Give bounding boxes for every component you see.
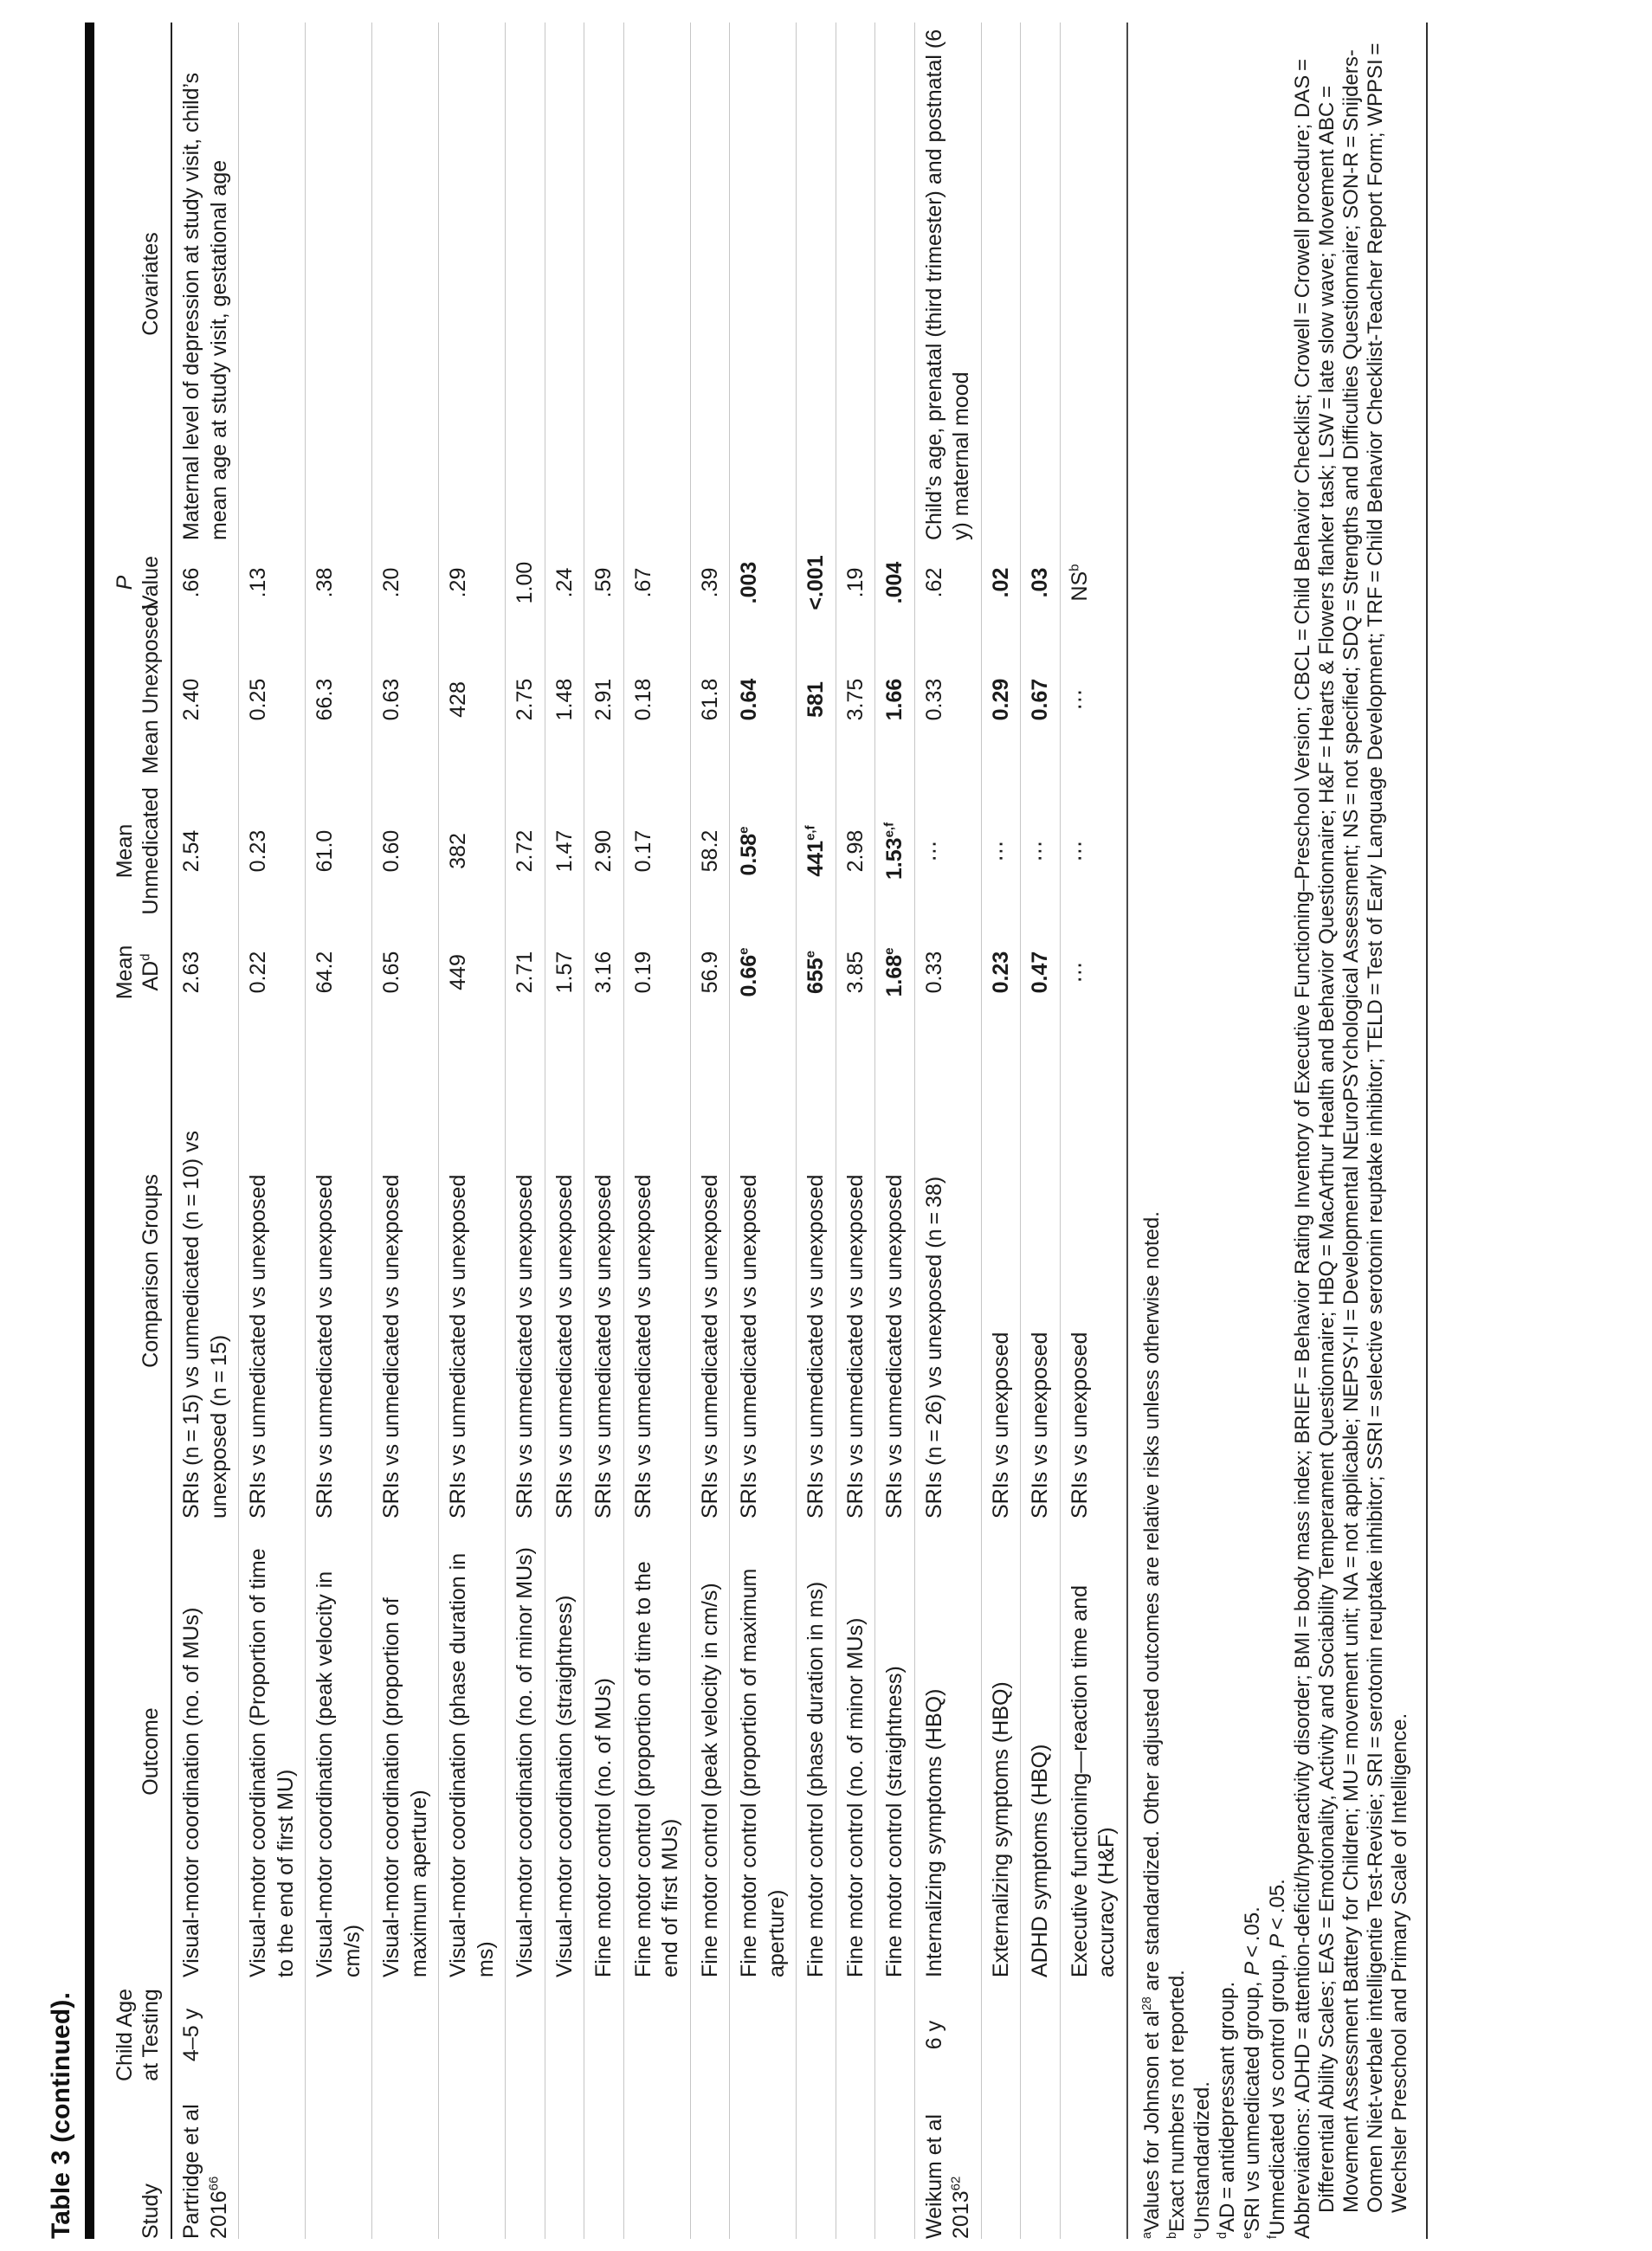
cell-mean_unmedicated: 382 [439, 776, 506, 923]
cell-outcome: Visual-motor coordination (straightness) [545, 1520, 584, 1979]
cell-p: .62 [914, 542, 981, 620]
table-row [171, 23, 239, 2239]
cell-comparison: SRIs vs unmedicated vs unexposed [690, 1018, 730, 1520]
cell-age [875, 1979, 915, 2087]
cell-comparison: SRIs vs unmedicated vs unexposed [584, 1018, 624, 1520]
cell-mean_ad: 0.19 [623, 923, 690, 1018]
table-row [584, 23, 624, 2239]
table-row [836, 23, 875, 2239]
cell-study [875, 2087, 915, 2239]
cell-study [797, 2087, 836, 2239]
cell-age [545, 1979, 584, 2087]
cell-outcome: Fine motor control (phase duration in ms) [797, 1520, 836, 1979]
cell-mean_unexposed: 0.25 [239, 620, 306, 776]
cell-study [306, 2087, 372, 2239]
cell-comparison: SRIs vs unmedicated vs unexposed [836, 1018, 875, 1520]
cell-covariates [981, 23, 1021, 542]
cell-p: .003 [730, 542, 797, 620]
cell-mean_ad: 0.65 [372, 923, 439, 1018]
cell-mean_ad: 56.9 [690, 923, 730, 1018]
cell-study [690, 2087, 730, 2239]
cell-mean_ad: 0.23 [981, 923, 1021, 1018]
cell-p: .004 [875, 542, 915, 620]
cell-p: .19 [836, 542, 875, 620]
cell-study [584, 2087, 624, 2239]
table-header-row [94, 23, 171, 2239]
cell-mean_unmedicated: ⋯ [1060, 776, 1127, 923]
cell-mean_unmedicated: 2.98 [836, 776, 875, 923]
cell-mean_ad: 64.2 [306, 923, 372, 1018]
cell-comparison: SRIs vs unmedicated vs unexposed [439, 1018, 506, 1520]
col-header-study: Study [94, 2087, 171, 2239]
table-row [239, 23, 306, 2239]
cell-covariates [836, 23, 875, 542]
cell-covariates [875, 23, 915, 542]
cell-study: Weikum et al 2013$^{62}$ [914, 2087, 981, 2239]
cell-mean_ad: 2.71 [506, 923, 545, 1018]
cell-mean_ad: ⋯ [1060, 923, 1127, 1018]
cell-outcome: Internalizing symptoms (HBQ) [914, 1520, 981, 1979]
footnote: $^c$Unstandardized. [1190, 2081, 1214, 2239]
cell-p: <.001 [797, 542, 836, 620]
cell-age [981, 1979, 1021, 2087]
cell-mean_ad: 0.33 [914, 923, 981, 1018]
cell-comparison: SRIs vs unmedicated vs unexposed [875, 1018, 915, 1520]
cell-age [690, 1979, 730, 2087]
cell-comparison: SRIs vs unmedicated vs unexposed [506, 1018, 545, 1520]
cell-mean_unmedicated: 0.60 [372, 776, 439, 923]
cell-mean_unexposed: 2.75 [506, 620, 545, 776]
cell-comparison: SRIs vs unmedicated vs unexposed [730, 1018, 797, 1520]
cell-mean_unexposed: 0.64 [730, 620, 797, 776]
col-header-child-age: Child Age at Testing [94, 1979, 171, 2087]
cell-outcome: Fine motor control (proportion of maximum aperture) [730, 1520, 797, 1979]
table-row [981, 23, 1021, 2239]
cell-covariates [584, 23, 624, 542]
table-row [506, 23, 545, 2239]
cell-mean_unexposed: 0.63 [372, 620, 439, 776]
cell-comparison: SRIs vs unmedicated vs unexposed [797, 1018, 836, 1520]
cell-covariates [506, 23, 545, 542]
cell-covariates: Maternal level of depression at study visit, child’s mean age at study visit, gestational age [171, 23, 239, 542]
cell-age [623, 1979, 690, 2087]
table-row [439, 23, 506, 2239]
col-header-p-value: P Value [94, 542, 171, 620]
cell-age: 4–5 y [171, 1979, 239, 2087]
table-row [306, 23, 372, 2239]
cell-p: .66 [171, 542, 239, 620]
cell-mean_unexposed: 1.48 [545, 620, 584, 776]
cell-p: .67 [623, 542, 690, 620]
cell-covariates [545, 23, 584, 542]
cell-comparison: SRIs vs unexposed [1021, 1018, 1061, 1520]
cell-study [372, 2087, 439, 2239]
cell-study [730, 2087, 797, 2239]
cell-covariates [306, 23, 372, 542]
cell-p: .20 [372, 542, 439, 620]
cell-covariates [239, 23, 306, 542]
cell-study [506, 2087, 545, 2239]
cell-age [372, 1979, 439, 2087]
footnote: $^d$AD = antidepressant group. [1215, 1981, 1239, 2239]
cell-comparison: SRIs vs unmedicated vs unexposed [306, 1018, 372, 1520]
cell-covariates [623, 23, 690, 542]
cell-mean_unmedicated: ⋯ [1021, 776, 1061, 923]
cell-study [1060, 2087, 1127, 2239]
cell-mean_unexposed: ⋯ [1060, 620, 1127, 776]
cell-outcome: Visual-motor coordination (proportion of maximum aperture) [372, 1520, 439, 1979]
cell-outcome: Visual-motor coordination (no. of MUs) [171, 1520, 239, 1979]
cell-p: .29 [439, 542, 506, 620]
cell-study [439, 2087, 506, 2239]
cell-age [239, 1979, 306, 2087]
cell-age [584, 1979, 624, 2087]
cell-mean_unexposed: 428 [439, 620, 506, 776]
cell-outcome: Externalizing symptoms (HBQ) [981, 1520, 1021, 1979]
footnote: $^b$Exact numbers not reported. [1165, 1970, 1189, 2239]
cell-mean_ad: 1.68e [875, 923, 915, 1018]
cell-mean_unmedicated: 1.53$^{e,f}$ [875, 776, 915, 923]
cell-mean_unmedicated: 2.72 [506, 776, 545, 923]
cell-comparison: SRIs vs unmedicated vs unexposed [372, 1018, 439, 1520]
cell-mean_unexposed: 61.8 [690, 620, 730, 776]
cell-mean_unexposed: 1.66 [875, 620, 915, 776]
cell-p: .59 [584, 542, 624, 620]
cell-p: .02 [981, 542, 1021, 620]
cell-mean_unexposed: 0.33 [914, 620, 981, 776]
cell-study [836, 2087, 875, 2239]
cell-study [1021, 2087, 1061, 2239]
cell-outcome: Fine motor control (proportion of time to the end of first MUs) [623, 1520, 690, 1979]
cell-mean_unmedicated: 2.54 [171, 776, 239, 923]
results-table [94, 23, 1128, 2239]
cell-study [623, 2087, 690, 2239]
cell-p: .38 [306, 542, 372, 620]
bottom-rule [1426, 23, 1428, 2239]
cell-comparison: SRIs vs unmedicated vs unexposed [239, 1018, 306, 1520]
cell-mean_ad: 655e [797, 923, 836, 1018]
cell-mean_unmedicated: 0.17 [623, 776, 690, 923]
cell-mean_unmedicated: 58.2 [690, 776, 730, 923]
cell-covariates [797, 23, 836, 542]
cell-comparison: SRIs vs unexposed [1060, 1018, 1127, 1520]
cell-mean_unmedicated: 0.23 [239, 776, 306, 923]
col-header-mean-unexposed: Mean Unexposed [94, 620, 171, 776]
cell-outcome: Fine motor control (peak velocity in cm/s) [690, 1520, 730, 1979]
cell-study: Partridge et al 2016$^{66}$ [171, 2087, 239, 2239]
cell-study [545, 2087, 584, 2239]
col-header-covariates: Covariates [94, 23, 171, 542]
cell-outcome: Visual-motor coordination (Proportion of time to the end of first MU) [239, 1520, 306, 1979]
footnotes [1140, 23, 1413, 2239]
cell-p: .39 [690, 542, 730, 620]
cell-outcome: Visual-motor coordination (phase duration in ms) [439, 1520, 506, 1979]
table-row [730, 23, 797, 2239]
cell-covariates [372, 23, 439, 542]
footnote: Abbreviations: ADHD = attention-deficit/hyperactivity disorder; BMI = body mass index; BRIEF = Behavior Rating Inventory of Executive Functioning–Preschool Version; CBCL = Child Behavior Checklist; Crowell = Crowell procedure; DAS = Differential Ability Scales; EAS = Emotionality, Activity and Sociability Temperament Questionnaire; HBQ = MacArthur Health and Behavior Questionnaire; H&F = Hearts & Flowers flanker task; LSW = late slow wave; Movement ABC = Movement Assessment Battery for Children; MU = movement unit; NA = not applicable; NEPSY-II = Developmental NEuroPSYchological Assessment; NS = not specified; SDQ = Strengths and Difficulties Questionnaire; SON-R = Snijders-Oomen Niet-verbale intelligentie Test-Revisie; SRI = serotonin reuptake inhibitor; SSRI = selective serotonin reuptake inhibitor; TELD = Test of Early Language Development; TRF = Child Behavior Checklist-Teacher Report Form; WPPSI = Wechsler Preschool and Primary Scale of Intelligence. [1290, 38, 1412, 2239]
cell-mean_unmedicated: ⋯ [981, 776, 1021, 923]
cell-age [836, 1979, 875, 2087]
cell-mean_ad: 0.22 [239, 923, 306, 1018]
cell-outcome: Executive functioning—reaction time and accuracy (H&F) [1060, 1520, 1127, 1979]
cell-comparison: SRIs vs unexposed [981, 1018, 1021, 1520]
cell-mean_unmedicated: 0.58e [730, 776, 797, 923]
cell-age [1060, 1979, 1127, 2087]
table-row [623, 23, 690, 2239]
cell-p: 1.00 [506, 542, 545, 620]
col-header-outcome: Outcome [94, 1520, 171, 1979]
cell-age [797, 1979, 836, 2087]
cell-comparison: SRIs vs unmedicated vs unexposed [545, 1018, 584, 1520]
table-body [171, 23, 1127, 2239]
cell-mean_unexposed: 0.67 [1021, 620, 1061, 776]
cell-outcome: Fine motor control (straightness) [875, 1520, 915, 1979]
table-row [875, 23, 915, 2239]
cell-outcome: Visual-motor coordination (no. of minor MUs) [506, 1520, 545, 1979]
cell-covariates [1060, 23, 1127, 542]
cell-mean_unexposed: 3.75 [836, 620, 875, 776]
cell-covariates [730, 23, 797, 542]
table-row [1060, 23, 1127, 2239]
cell-age [439, 1979, 506, 2087]
cell-p: $NS^b$ [1060, 542, 1127, 620]
table-top-rule [85, 23, 94, 2239]
cell-outcome: Visual-motor coordination (peak velocity in cm/s) [306, 1520, 372, 1979]
cell-covariates [1021, 23, 1061, 542]
cell-age: 6 y [914, 1979, 981, 2087]
cell-age [306, 1979, 372, 2087]
cell-p: .03 [1021, 542, 1061, 620]
cell-mean_unexposed: 581 [797, 620, 836, 776]
cell-mean_unmedicated: ⋯ [914, 776, 981, 923]
cell-mean_ad: 1.57 [545, 923, 584, 1018]
table-row [1021, 23, 1061, 2239]
cell-mean_unexposed: 0.29 [981, 620, 1021, 776]
cell-p: .24 [545, 542, 584, 620]
cell-mean_ad: 3.85 [836, 923, 875, 1018]
cell-outcome: Fine motor control (no. of minor MUs) [836, 1520, 875, 1979]
col-header-mean-ad: Mean $AD^d$ [94, 923, 171, 1018]
cell-study [239, 2087, 306, 2239]
cell-comparison: SRIs (n = 26) vs unexposed (n = 38) [914, 1018, 981, 1520]
cell-mean_ad: 0.66e [730, 923, 797, 1018]
table-row [914, 23, 981, 2239]
footnote: $^f$Unmedicated vs control group, P < .05. [1265, 1879, 1289, 2239]
footnote: $^a$Values for Johnson et $al^{28}$ are standardized. Other adjusted outcomes are relative risks unless otherwise noted. [1139, 1211, 1164, 2239]
table-title: Table 3 (continued). [47, 1991, 75, 2239]
cell-mean_ad: 3.16 [584, 923, 624, 1018]
table-row [545, 23, 584, 2239]
cell-outcome: ADHD symptoms (HBQ) [1021, 1520, 1061, 1979]
cell-comparison: SRIs (n = 15) vs unmedicated (n = 10) vs unexposed (n = 15) [171, 1018, 239, 1520]
footnote: $^e$SRI vs unmedicated group, P < .05. [1240, 1906, 1264, 2239]
table-row [690, 23, 730, 2239]
cell-mean_ad: 449 [439, 923, 506, 1018]
cell-mean_unexposed: 2.91 [584, 620, 624, 776]
cell-comparison: SRIs vs unmedicated vs unexposed [623, 1018, 690, 1520]
cell-mean_ad: 2.63 [171, 923, 239, 1018]
cell-study [981, 2087, 1021, 2239]
cell-mean_unexposed: 0.18 [623, 620, 690, 776]
cell-covariates: Child’s age, prenatal (third trimester) and postnatal (6 y) maternal mood [914, 23, 981, 542]
cell-mean_ad: 0.47 [1021, 923, 1061, 1018]
cell-mean_unexposed: 2.40 [171, 620, 239, 776]
cell-covariates [439, 23, 506, 542]
cell-age [506, 1979, 545, 2087]
cell-age [730, 1979, 797, 2087]
cell-age [1021, 1979, 1061, 2087]
col-header-comparison-groups: Comparison Groups [94, 1018, 171, 1520]
col-header-mean-unmedicated: Mean Unmedicated [94, 776, 171, 923]
cell-outcome: Fine motor control (no. of MUs) [584, 1520, 624, 1979]
table-row [797, 23, 836, 2239]
cell-mean_unmedicated: 2.90 [584, 776, 624, 923]
cell-mean_unexposed: 66.3 [306, 620, 372, 776]
cell-mean_unmedicated: 1.47 [545, 776, 584, 923]
cell-mean_unmedicated: 441$^{e,f}$ [797, 776, 836, 923]
table-row [372, 23, 439, 2239]
cell-covariates [690, 23, 730, 542]
cell-mean_unmedicated: 61.0 [306, 776, 372, 923]
cell-p: .13 [239, 542, 306, 620]
